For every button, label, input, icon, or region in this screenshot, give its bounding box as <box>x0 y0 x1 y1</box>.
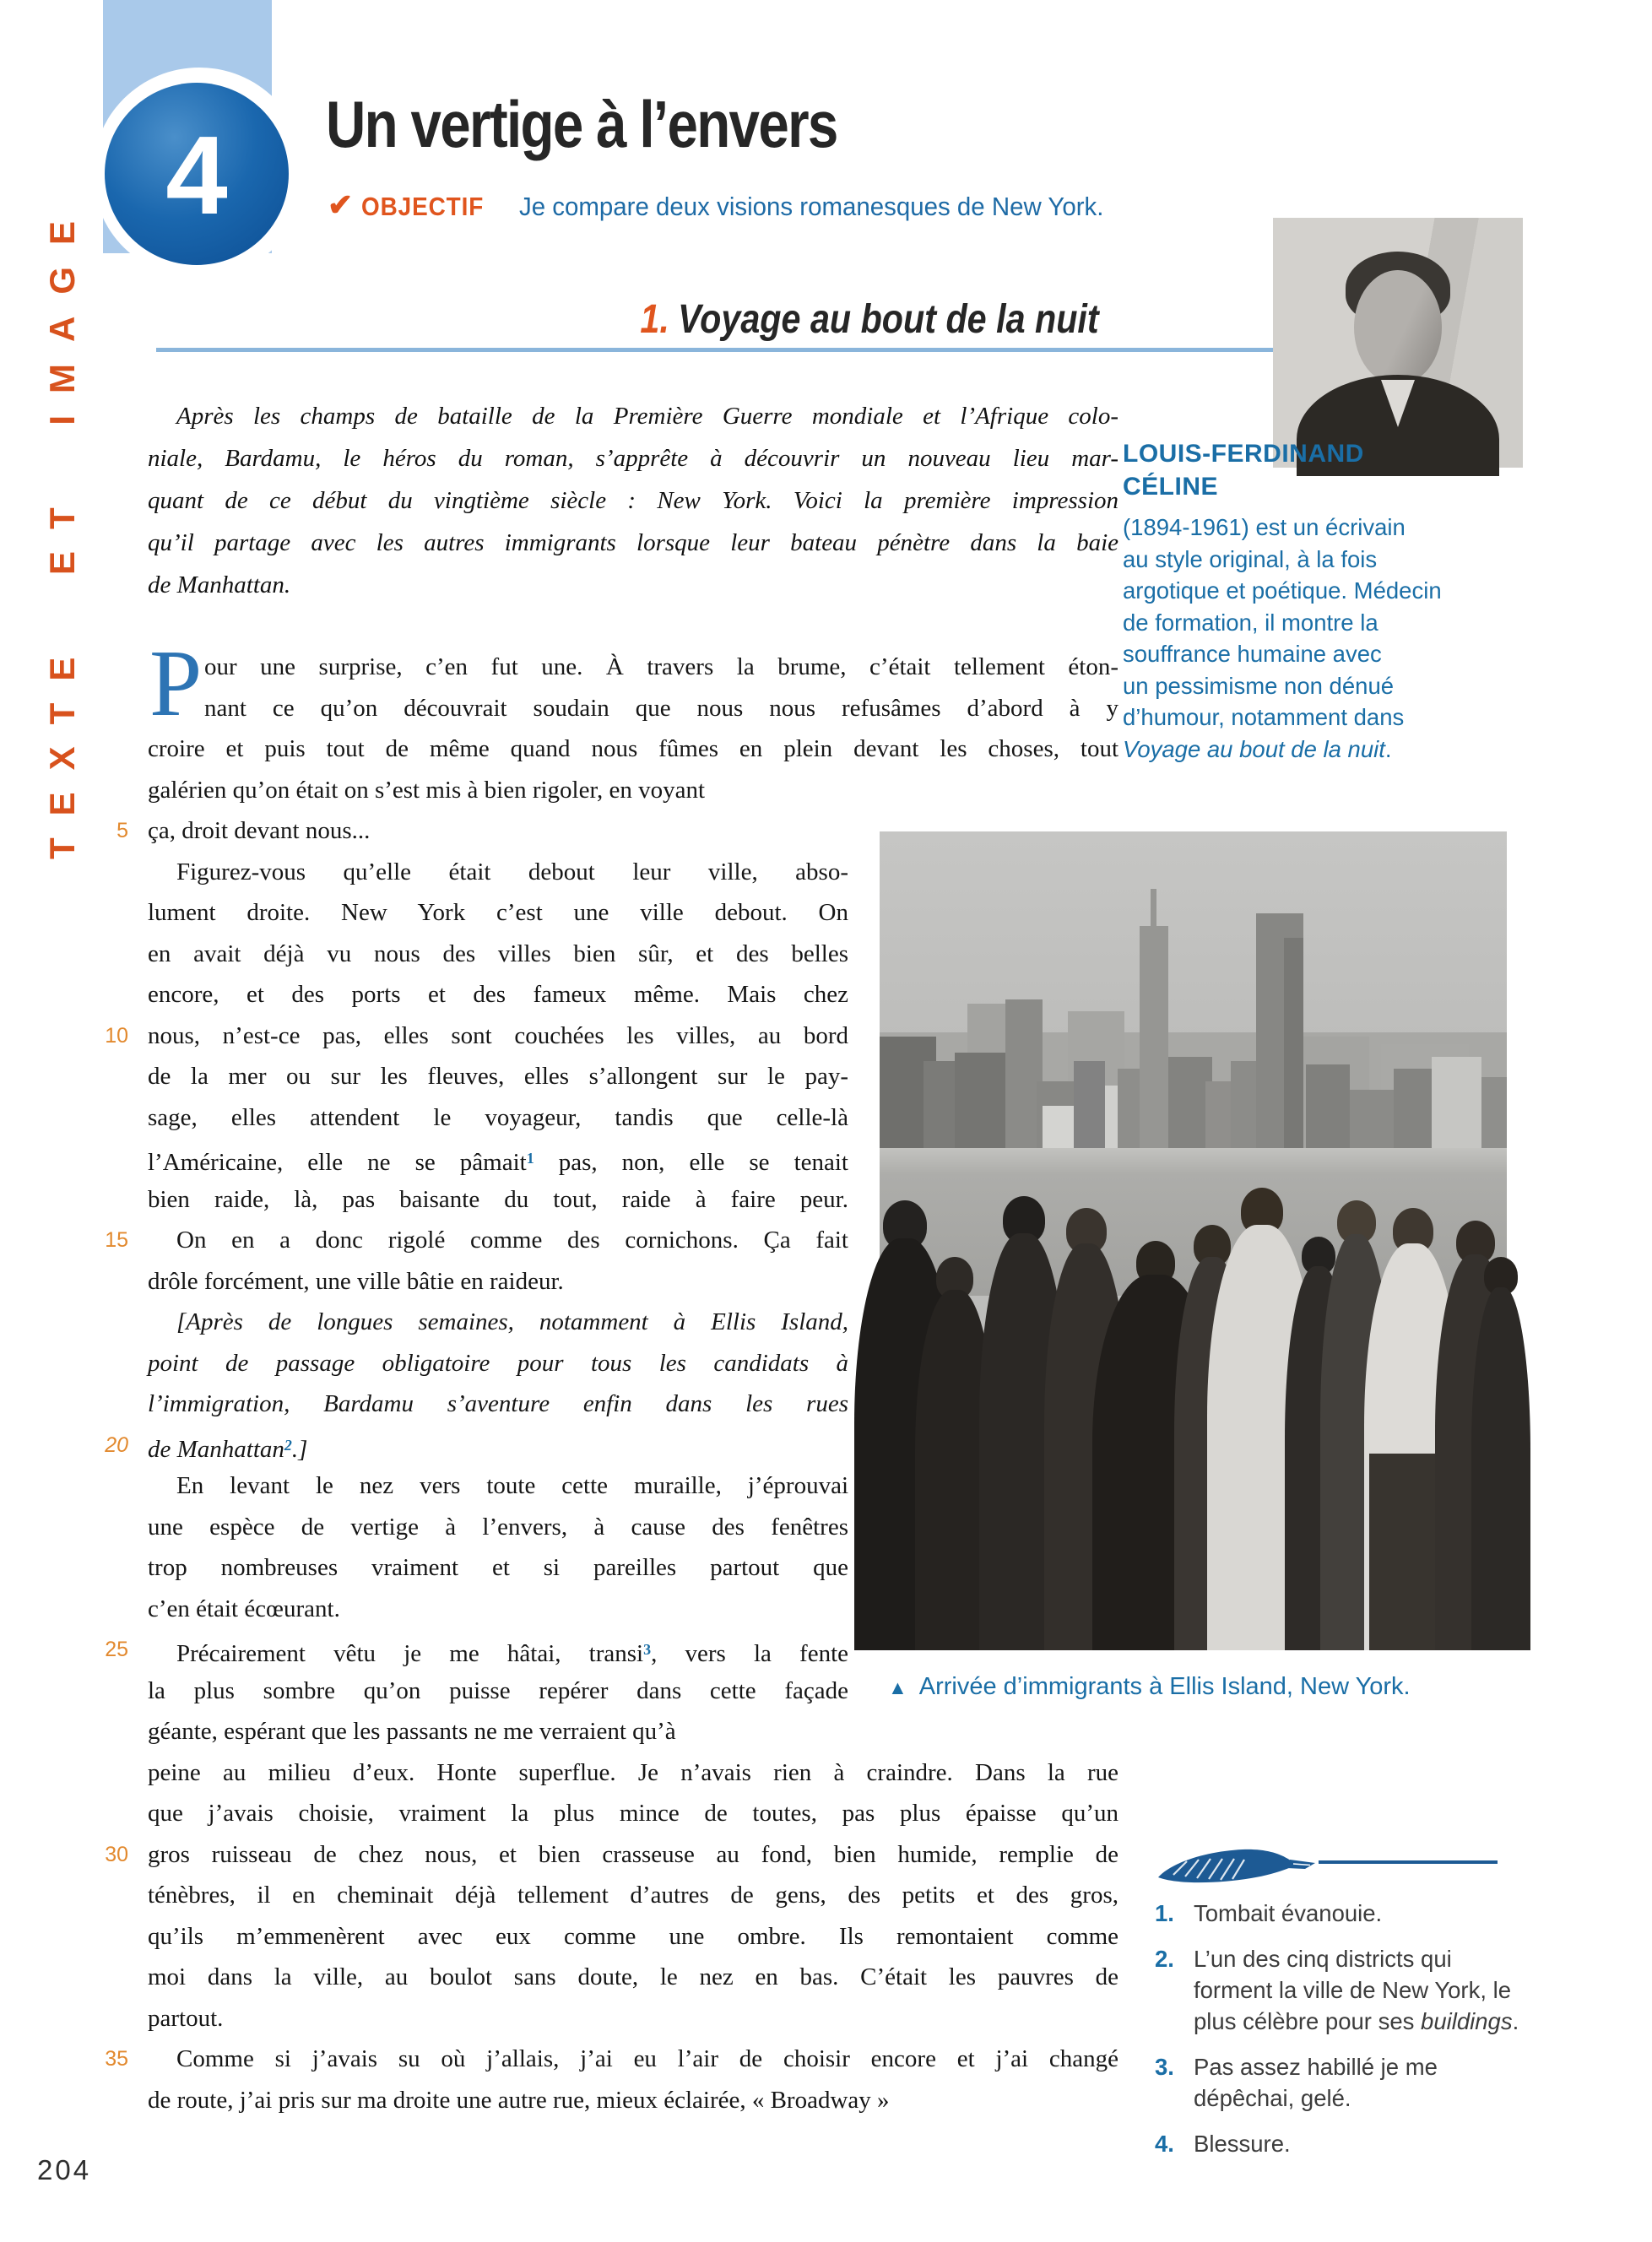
skyline-building <box>1043 1106 1074 1148</box>
objective-text: Je compare deux visions romanesques de New York. <box>519 192 1104 221</box>
line-number: 25 <box>105 1638 128 1661</box>
objective-label: OBJECTIF <box>361 192 485 221</box>
skyline-building <box>1231 1061 1256 1149</box>
text-line-content: Figurez-vous qu’elle était debout leur ville, abso- <box>176 858 848 885</box>
text-line <box>148 770 1118 811</box>
vertical-banner <box>37 74 88 859</box>
chapter-badge <box>105 83 289 265</box>
portrait-shadow <box>1354 270 1442 385</box>
text-line-content: ténèbres, il en cheminait déjà tellement d’autres de gens, des petits et des gros, <box>148 1882 1118 1909</box>
text-line-content: lument droite. New York c’est une ville debout. On <box>148 899 848 926</box>
author-name <box>1123 437 1364 503</box>
footnote-text: L’un des cinq districts qui forment la ville de New York, le plus célèbre pour ses buildings. <box>1194 1946 1519 2034</box>
objective-row <box>328 187 1135 223</box>
text-line <box>148 1916 1118 1958</box>
text-line-content: nant ce qu’on découvrait soudain que nous nous refusâmes d’abord à y <box>204 694 1118 722</box>
footnote-number: 4. <box>1155 2131 1174 2157</box>
photo-caption-text: Arrivée d’immigrants à Ellis Island, New York. <box>918 1673 1411 1700</box>
text-line-content: moi dans la ville, au boulot sans doute, le nez en bas. C’était les pauvres de <box>148 1963 1118 1990</box>
drop-cap: P <box>149 631 203 736</box>
text-line <box>105 2039 1118 2080</box>
text-line-content: de Manhattan. <box>148 571 291 598</box>
text-line <box>148 1998 1118 2039</box>
text-line <box>148 437 1118 479</box>
text-line-content: On en a donc rigolé comme des cornichons. Ça fait <box>176 1227 848 1254</box>
text-line-content: c’en était écœurant. <box>148 1595 340 1622</box>
text-line-content: peine au milieu d’eux. Honte superflue. Je n’avais rien à craindre. Dans la rue <box>148 1758 1118 1786</box>
text-line <box>105 1834 1118 1876</box>
chapter-number: 4 <box>165 113 228 237</box>
skyline-building <box>1074 1061 1105 1149</box>
text-line-content: quant de ce début du vingtième siècle : New York. Voici la première impression <box>148 487 1118 514</box>
skyline-building <box>1432 1057 1481 1149</box>
text-line-content: que j’avais choisie, vraiment la plus mince de toutes, pas plus épaisse qu’un <box>148 1800 1118 1827</box>
text-line-content: la plus sombre qu’on puisse repérer dans cette façade <box>148 1676 848 1704</box>
text-line <box>148 395 1118 437</box>
skyline-building <box>1284 938 1303 1148</box>
text-line-content: drôle forcément, une ville bâtie en raideur. <box>148 1267 564 1295</box>
text-line-content: gros ruisseau de chez nous, et bien crasseuse au fond, bien humide, remplie de <box>148 1840 1118 1868</box>
text-line <box>148 1793 1118 1834</box>
text-line-content: sage, elles attendent le voyageur, tandis que celle-là <box>148 1103 848 1131</box>
section-rule <box>156 348 1297 352</box>
text-line <box>148 564 1118 606</box>
skyline-building <box>1306 1064 1350 1148</box>
page-number: 204 <box>37 2154 92 2185</box>
text-line-content: une espèce de vertige à l’envers, à cause des fenêtres <box>148 1513 848 1541</box>
photo-crowd <box>880 1159 1507 1650</box>
footnotes <box>1155 1898 1628 2174</box>
author-name-line1: LOUIS-FERDINAND <box>1123 440 1364 468</box>
text-line <box>148 1752 1118 1794</box>
footnote-number: 3. <box>1155 2054 1174 2080</box>
line-number: 20 <box>105 1432 128 1457</box>
line-number: 30 <box>105 1842 128 1866</box>
text-line-content: en avait déjà vu nous des villes bien sûr, et des belles <box>148 940 848 967</box>
text-line-content: galérien qu’on était on s’est mis à bien rigoler, en voyant <box>148 776 706 804</box>
quill-icon <box>1155 1840 1324 1891</box>
footnote-rule <box>1319 1860 1498 1864</box>
line-number: 5 <box>116 819 128 842</box>
text-line <box>148 1711 1118 1752</box>
section-number: 1. <box>640 297 670 342</box>
text-line-content: de Manhattan$^2$.] <box>148 1435 308 1463</box>
text-line-content: encore, et des ports et des fameux même. Mais chez <box>148 981 848 1008</box>
text-line-content: Précairement vêtu je me hâtai, transi$^3$, vers la fente <box>176 1640 849 1668</box>
caption-triangle-icon: ▲ <box>888 1676 907 1698</box>
footnote-text: Tombait évanouie. <box>1194 1900 1383 1926</box>
text-line <box>148 1957 1118 1998</box>
text-line-content: trop nombreuses vraiment et si pareilles partout que <box>148 1554 848 1581</box>
footnote-item <box>1155 1898 1628 1929</box>
text-line-content: de route, j’ai pris sur ma droite une autre rue, mieux éclairée, « Broadway » <box>148 2086 890 2114</box>
text-line <box>148 728 1118 770</box>
footnote-number: 2. <box>1155 1946 1174 1972</box>
section-heading <box>641 297 1099 343</box>
page-title: Un vertige à l’envers <box>326 87 837 161</box>
text-line-content: géante, espérant que les passants ne me verraient qu’à <box>148 1718 676 1745</box>
skyline-building <box>1151 889 1156 1148</box>
text-line-content: nous, n’est-ce pas, elles sont couchées les villes, au bord <box>148 1021 848 1049</box>
text-line-content: En levant le nez vers toute cette muraille, j’éprouvai <box>176 1472 848 1499</box>
photo-caption <box>888 1673 1530 1701</box>
text-line-content: ça, droit devant nous... <box>148 817 371 844</box>
text-line-content: [Après de longues semaines, notamment à Ellis Island, <box>176 1308 848 1335</box>
ellis-island-photo <box>880 831 1507 1650</box>
text-line <box>148 2080 1118 2121</box>
text-line-content: point de passage obligatoire pour tous les candidats à <box>148 1349 848 1377</box>
line-number: 35 <box>105 2047 128 2071</box>
text-line-content: l’immigration, Bardamu s’aventure enfin dans les rues <box>148 1390 848 1417</box>
vertical-banner-label: TEXTE ET IMAGE <box>42 198 82 859</box>
text-line-content: partout. <box>148 2004 224 2032</box>
text-line-content: our une surprise, c’en fut une. À travers la brume, c’était tellement éton- <box>204 653 1118 680</box>
person-body <box>1471 1287 1530 1650</box>
text-line-content: croire et puis tout de même quand nous fûmes en plein devant les choses, tout <box>148 735 1118 762</box>
text-line-content: Comme si j’avais su où j’allais, j’ai eu l’air de choisir encore et j’ai changé <box>176 2045 1118 2072</box>
author-bio: (1894-1961) est un écrivain au style original, à la fois argotique et poétique. Médecin de formation, il montre la souffrance humaine avec un pessimisme non dénué d’humour, notamment dans Voyage au bout de la nuit. <box>1123 514 1442 762</box>
intro-paragraph <box>148 395 1118 606</box>
check-icon: ✔ <box>328 187 354 222</box>
author-portrait-art <box>1273 218 1523 468</box>
text-line-content: qu’ils m’emmenèrent avec eux comme une ombre. Ils remontaient comme <box>148 1922 1118 1950</box>
footnote-text: Blessure. <box>1194 2131 1291 2157</box>
text-line-content: de la mer ou sur les fleuves, elles s’allongent sur le pay- <box>148 1063 848 1090</box>
text-line-content: Après les champs de bataille de la Première Guerre mondiale et l’Afrique colo- <box>176 403 1118 430</box>
section-title: Voyage au bout de la nuit <box>678 297 1099 342</box>
text-line <box>148 479 1118 522</box>
line-number: 15 <box>105 1228 128 1252</box>
text-line-content: niale, Bardamu, le héros du roman, s’apprête à découvrir un nouveau lieu mar- <box>148 445 1118 472</box>
skyline-building <box>1481 1077 1507 1148</box>
author-name-line2: CÉLINE <box>1123 473 1219 501</box>
footnote-text: Pas assez habillé je me dépêchai, gelé. <box>1194 2054 1438 2111</box>
text-line <box>148 688 1118 729</box>
footnote-item <box>1155 1943 1628 2037</box>
text-line <box>148 1875 1118 1916</box>
skyline-building <box>1350 1090 1400 1149</box>
text-line-content: qu’il partage avec les autres immigrants lorsque leur bateau pénètre dans la baie <box>148 529 1118 556</box>
text-line <box>148 647 1118 688</box>
text-line <box>148 522 1118 564</box>
footnote-item <box>1155 2051 1628 2114</box>
footnote-number: 1. <box>1155 1900 1174 1926</box>
line-number: 10 <box>105 1023 128 1048</box>
text-line-content: l’Américaine, elle ne se pâmait$^1$ pas, non, elle se tenait <box>148 1149 848 1177</box>
text-line-content: bien raide, là, pas baisante du tout, raide à faire peur. <box>148 1185 848 1213</box>
footnote-item <box>1155 2128 1628 2159</box>
